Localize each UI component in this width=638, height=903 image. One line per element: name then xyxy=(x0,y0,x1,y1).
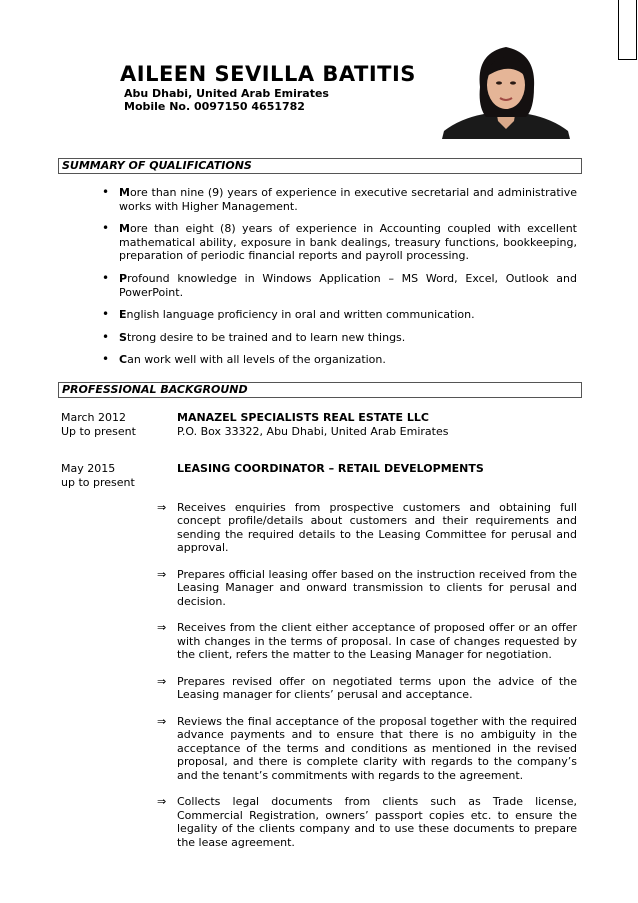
arrow-icon: ⇒ xyxy=(157,715,167,729)
arrow-icon: ⇒ xyxy=(157,567,167,581)
arrow-icon: ⇒ xyxy=(157,501,167,514)
candidate-location: Abu Dhabi, United Arab Emirates xyxy=(124,87,329,100)
role-date-from: May 2015 xyxy=(61,462,116,475)
employer-name: MANAZEL SPECIALISTS REAL ESTATE LLC xyxy=(177,411,429,424)
list-item: • More than eight (8) years of experience in Accounting coupled with excellent mathematical ability, exposure in bank dealings, treasury functions, bookkeeping, preparation of periodic financial reports and payroll processing. xyxy=(100,222,577,263)
profile-photo xyxy=(442,43,570,139)
list-item: • English language proficiency in oral and written communication. xyxy=(100,308,577,322)
qualifications-list xyxy=(100,186,577,376)
list-item: • Can work well with all levels of the organization. xyxy=(100,353,577,367)
role-title: LEASING COORDINATOR – RETAIL DEVELOPMENTS xyxy=(177,462,484,475)
list-item: • More than nine (9) years of experience in executive secretarial and administrative works with Higher Management. xyxy=(100,186,577,213)
list-item: ⇒ Reviews the final acceptance of the proposal together with the required advance payments and to ensure that there is no ambiguity in the acceptance of the terms and conditions as mentioned in the revised proposal, and there is complete clarity with regards to the company’s and the tenant’s commitments with regards to the agreement. xyxy=(157,715,577,782)
candidate-name: AILEEN SEVILLA BATITIS xyxy=(120,62,416,86)
arrow-icon: ⇒ xyxy=(157,795,167,809)
background-section-header: PROFESSIONAL BACKGROUND xyxy=(58,382,582,398)
page-corner-tab xyxy=(618,0,637,60)
candidate-mobile: Mobile No. 0097150 4651782 xyxy=(124,100,305,113)
duties-list xyxy=(138,501,577,862)
list-item: ⇒ Receives from the client either acceptance of proposed offer or an offer with changes in the terms of proposal. In case of changes requested by the client, refers the matter to the Leasing Manager for negotiation. xyxy=(157,621,577,662)
list-item: • Strong desire to be trained and to learn new things. xyxy=(100,331,577,345)
list-item: ⇒ Collects legal documents from clients such as Trade license, Commercial Registration, owners’ passport copies etc. to ensure the legality of the clients company and to use these documents to prepare the lease agreement. xyxy=(157,795,577,849)
arrow-icon: ⇒ xyxy=(157,674,167,688)
employment-date-from: March 2012 xyxy=(61,411,127,424)
arrow-icon: ⇒ xyxy=(157,621,167,635)
list-item: ⇒ Prepares revised offer on negotiated terms upon the advice of the Leasing manager for clients’ perusal and acceptance. xyxy=(157,674,577,702)
list-item: ⇒ Prepares official leasing offer based on the instruction received from the Leasing Manager and onward transmission to clients for perusal and decision. xyxy=(157,567,577,608)
employer-address: P.O. Box 33322, Abu Dhabi, United Arab Emirates xyxy=(177,425,449,438)
role-date-to: up to present xyxy=(61,476,135,489)
employment-date-to: Up to present xyxy=(61,425,136,438)
list-item: ⇒ Receives enquiries from prospective customers and obtaining full concept profile/details about customers and their requirements and sending the required details to the Leasing Committee for perusal and approval. xyxy=(157,501,577,555)
list-item: • Profound knowledge in Windows Application – MS Word, Excel, Outlook and PowerPoint. xyxy=(100,272,577,299)
summary-section-header: SUMMARY OF QUALIFICATIONS xyxy=(58,158,582,174)
